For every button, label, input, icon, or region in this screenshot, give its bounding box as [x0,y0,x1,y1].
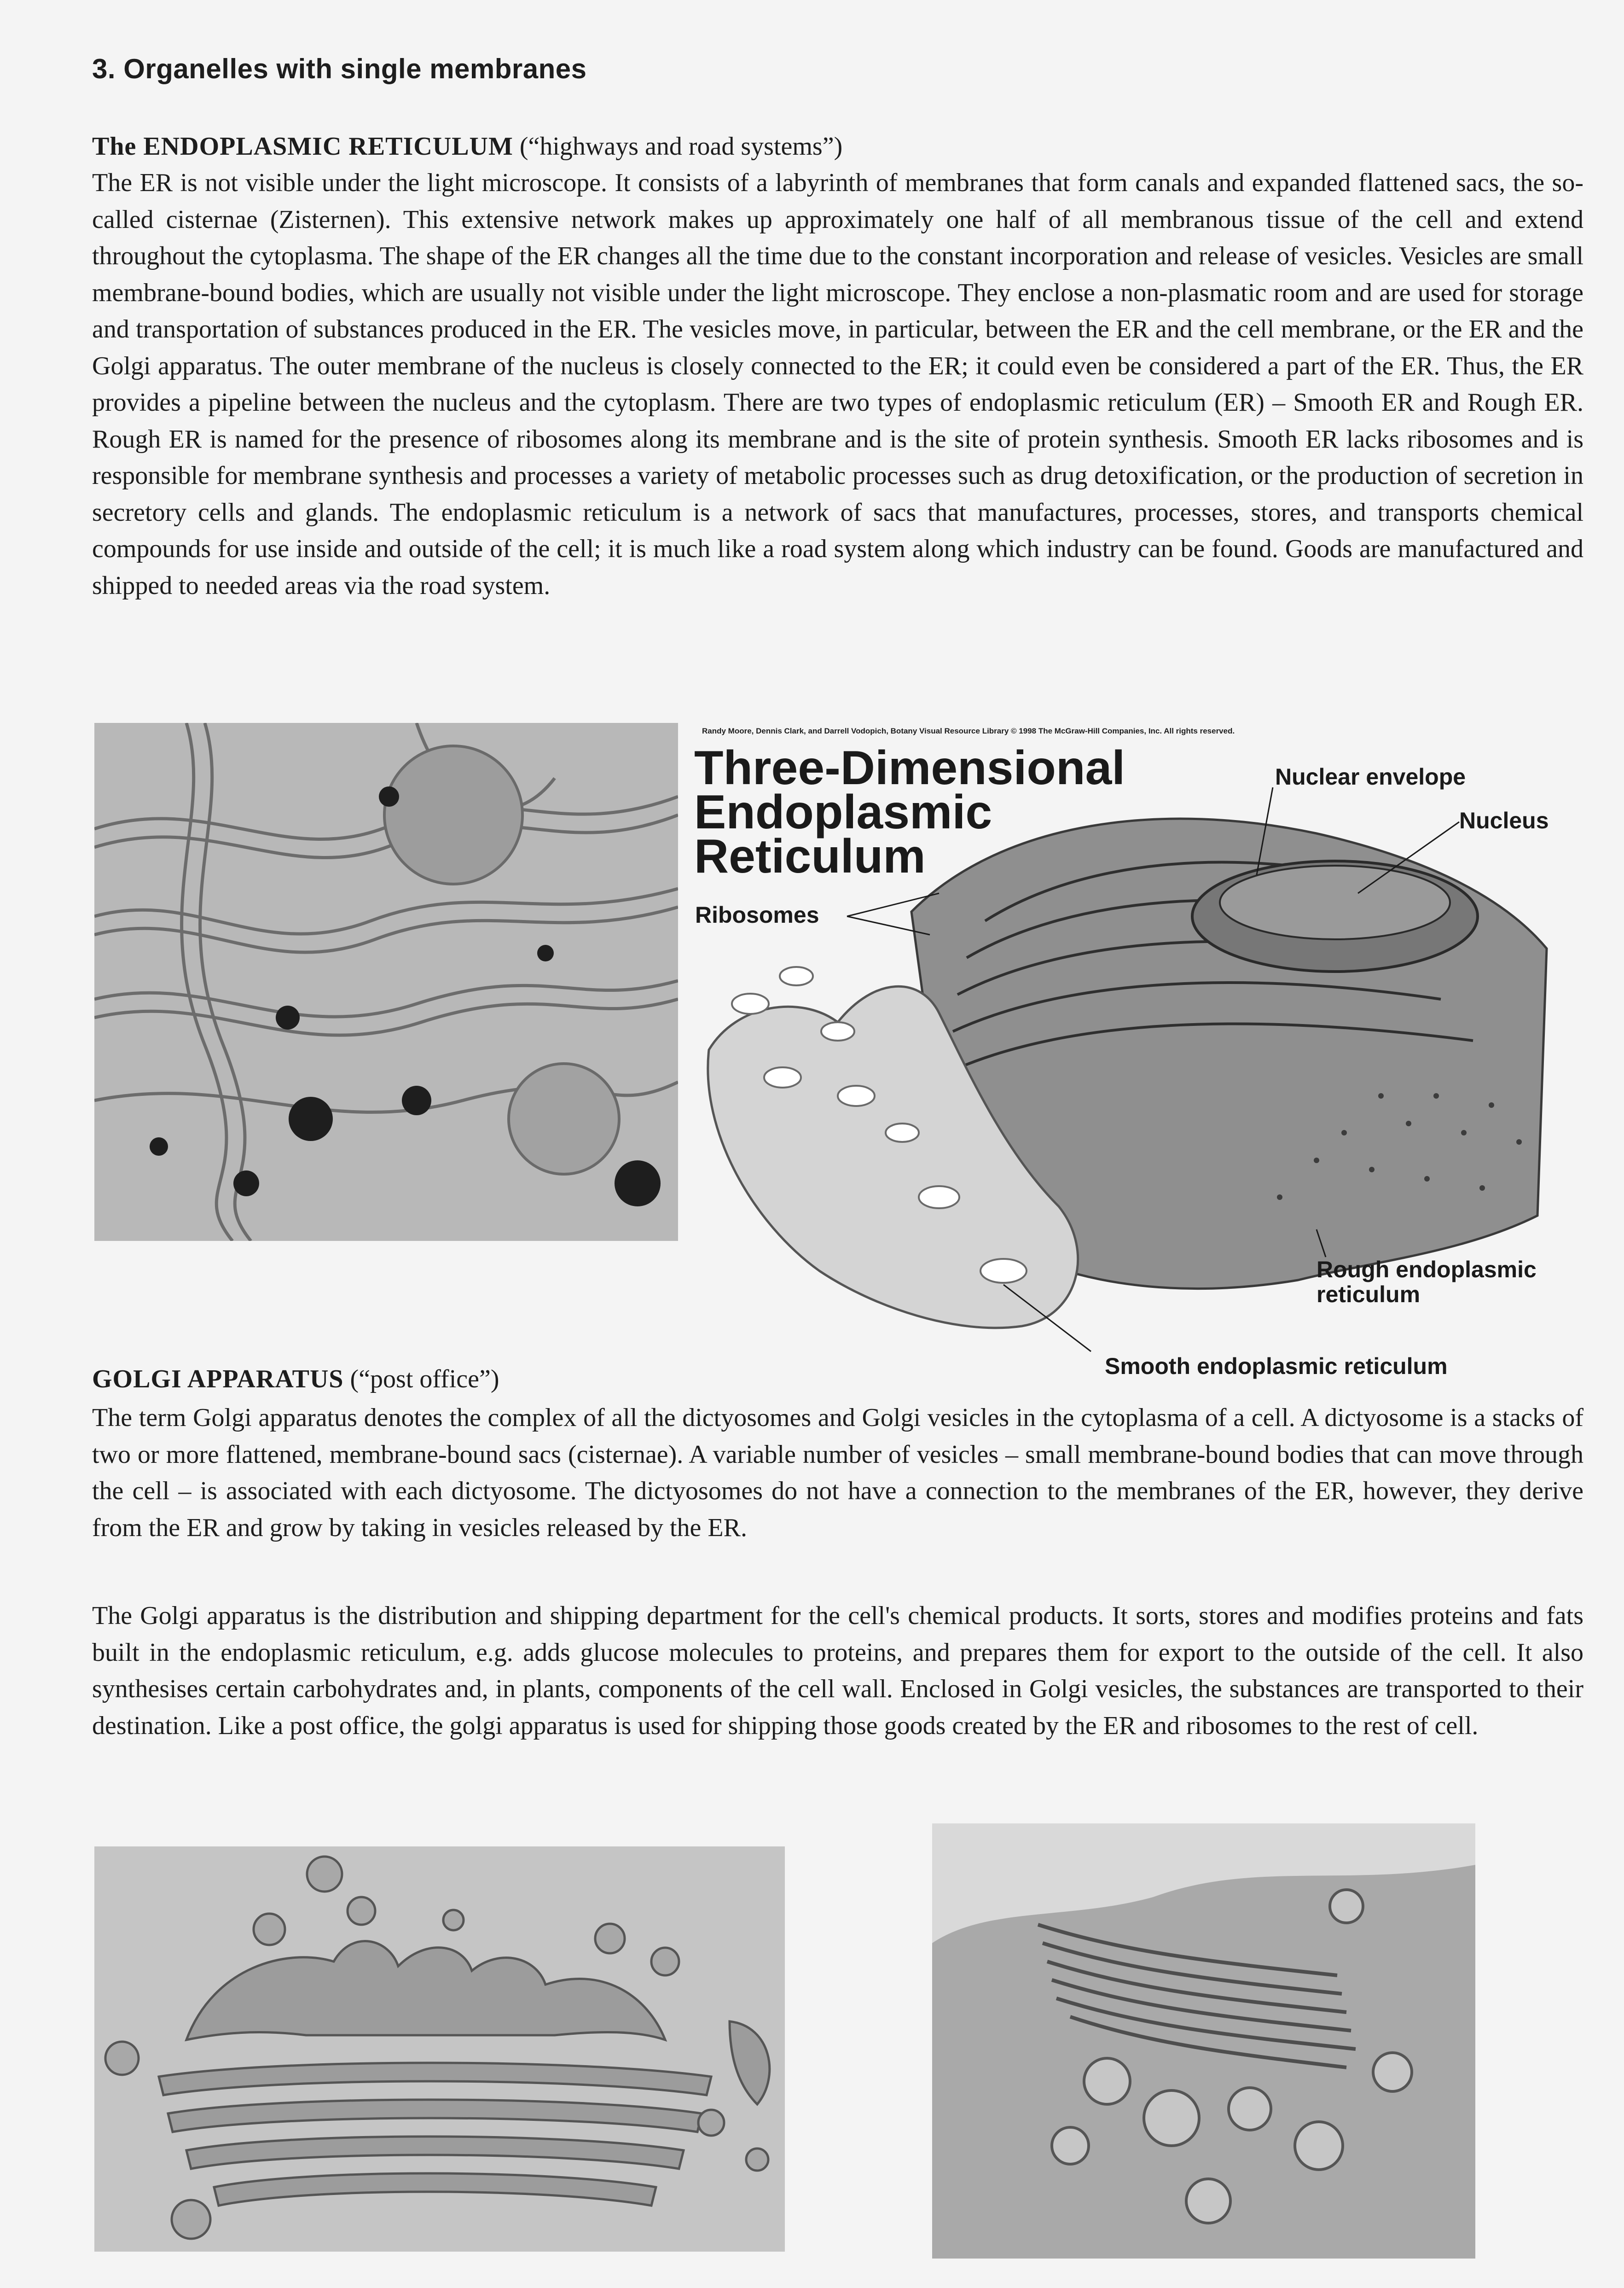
diagram-title-line2: Endoplasmic [694,786,992,839]
golgi-micrograph [932,1823,1475,2259]
golgi-body-1: The term Golgi apparatus denotes the complex of all the dictyosomes and Golgi vesicles in the cytoplasma of a cell. A dictyosome is a stacks of two or more flattened, membrane-bound sacs (cisternae). A variable number of vesicles – small membrane-bound bodies that can move through the cell – is associated with each dictyosome. The dictyosomes do not have a connection to the membranes of the ER, however, they derive from the ER and grow by taking in vesicles released by the ER. [92,1403,1583,1542]
label-rough-er [1317,1257,1537,1307]
label-nuclear-envelope: Nuclear envelope [1275,764,1466,790]
golgi-illustration [94,1846,785,2252]
golgi-micrograph-art [932,1823,1475,2259]
golgi-body-2: The Golgi apparatus is the distribution and shipping department for the cell's chemical products. It sorts, stores and modifies proteins and fats built in the endoplasmic reticulum, e.g. adds glucose molecules to proteins, and prepares them for export to the outside of the cell. It also synthesises certain carbohydrates and, in plants, components of the cell wall. Enclosed in Golgi vesicles, the substances are transported to their destination. Like a post office, the golgi apparatus is used for shipping those goods created by the ER and ribosomes to the rest of cell. [92,1601,1583,1740]
er-3d-diagram [681,718,1574,1391]
golgi-illustration-art [94,1846,785,2252]
golgi-title: GOLGI APPARATUS [92,1365,344,1393]
label-rough-er-line2: reticulum [1317,1281,1421,1307]
golgi-heading [92,1361,499,1397]
golgi-subtitle: (“post office”) [343,1365,499,1393]
label-ribosomes: Ribosomes [695,902,819,928]
section-heading: 3. Organelles with single membranes [92,53,587,84]
er-micrograph [94,723,678,1241]
diagram-title-line3: Reticulum [694,830,926,883]
er-subtitle: (“highways and road systems”) [513,132,843,161]
label-smooth-er: Smooth endoplasmic reticulum [1105,1353,1448,1379]
diagram-credit: Randy Moore, Dennis Clark, and Darrell Vodopich, Botany Visual Resource Library © 1998 The McGraw-Hill Companies, Inc. All rights reserved. [702,727,1235,735]
label-rough-er-line1: Rough endoplasmic [1317,1257,1537,1282]
er-heading [92,128,842,165]
er-title: The ENDOPLASMIC RETICULUM [92,132,513,161]
er-micrograph-art [94,723,678,1241]
diagram-title [694,741,1125,883]
diagram-title-line1: Three-Dimensional [694,741,1125,795]
er-body: The ER is not visible under the light microscope. It consists of a labyrinth of membranes that form canals and expanded flattened sacs, the so-called cisternae (Zisternen). This extensive network makes up approximately one half of all membranous tissue of the cell and extend throughout the cytoplasma. The shape of the ER changes all the time due to the constant incorporation and release of vesicles. Vesicles are small membrane-bound bodies, which are usually not visible under the light microscope. They enclose a non-plasmatic room and are used for storage and transportation of substances produced in the ER. The vesicles move, in particular, between the ER and the cell membrane, or the ER and the Golgi apparatus. The outer membrane of the nucleus is closely connected to the ER; it could even be considered a part of the ER. Thus, the ER provides a pipeline between the nucleus and the cytoplasm. There are two types of endoplasmic reticulum (ER) – Smooth ER and Rough ER. Rough ER is named for the presence of ribosomes along its membrane and is the site of protein synthesis. Smooth ER lacks ribosomes and is responsible for membrane synthesis and processes a variety of metabolic processes such as drug detoxification, or the production of secretion in secretory cells and glands. The endoplasmic reticulum is a network of sacs that manufactures, processes, stores, and transports chemical compounds for use inside and outside of the cell; it is much like a road system along which industry can be found. Goods are manufactured and shipped to needed areas via the road system. [92,169,1583,600]
label-nucleus: Nucleus [1459,808,1549,833]
